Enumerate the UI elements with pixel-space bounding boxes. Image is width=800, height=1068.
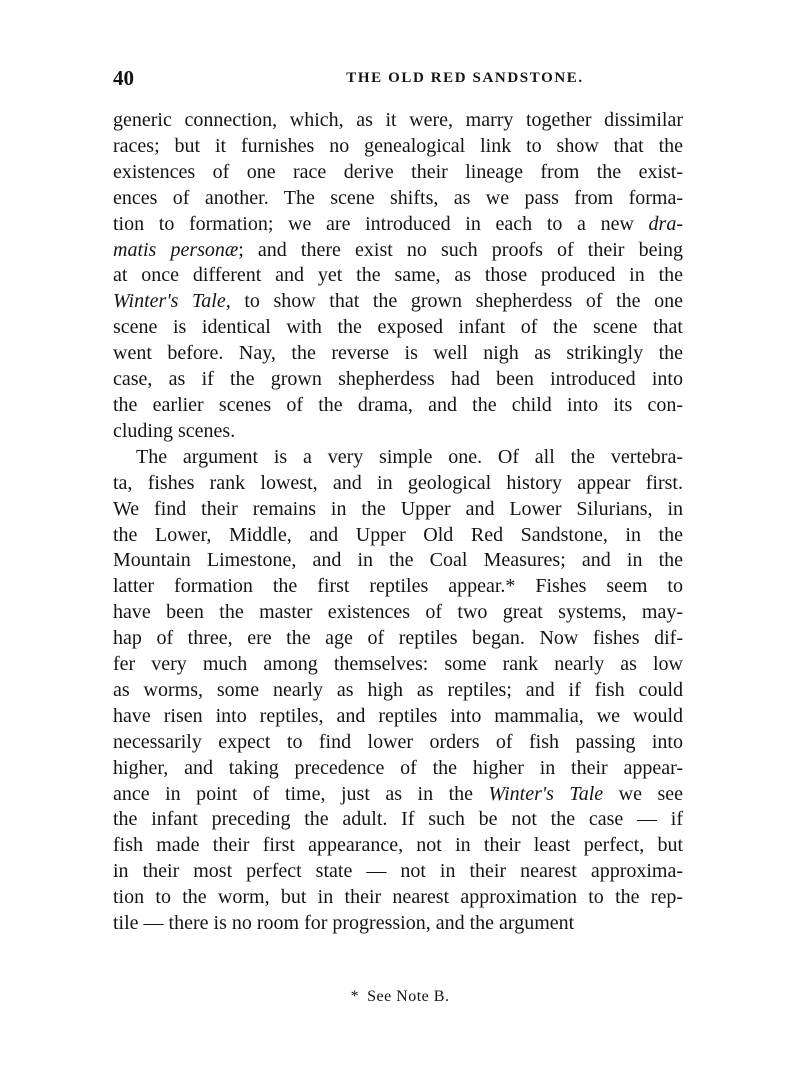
text-line: the Lower, Middle, and Upper Old Red Sandstone, in the [113, 523, 683, 546]
italic-phrase: dra- [648, 212, 683, 235]
text-line: Mountain Limestone, and in the Coal Measures; and in the [113, 549, 683, 572]
page-header [113, 66, 695, 94]
text-line: at once different and yet the same, as those produced in the [113, 264, 683, 287]
text-line: ences of another. The scene shifts, as we pass from forma- [113, 186, 683, 209]
italic-phrase: Winter's Tale [113, 290, 226, 313]
paragraph [113, 108, 683, 445]
text-line: in their most perfect state — not in their nearest approxima- [113, 860, 683, 883]
page-number: 40 [113, 66, 134, 90]
text-line: the infant preceding the adult. If such be not the case — if [113, 808, 683, 831]
paragraph [113, 445, 683, 937]
text-line: ance in point of time, just as in the Winter's Tale we see [113, 782, 683, 805]
text-line: existences of one race derive their lineage from the exist- [113, 160, 683, 183]
text-line: higher, and taking precedence of the higher in their appear- [113, 756, 683, 779]
text-line: tile — there is no room for progression, and the argument [113, 912, 575, 935]
text-line: matis personæ; and there exist no such proofs of their being [113, 238, 684, 261]
footnote-text: See Note B. [367, 988, 450, 1005]
text-line: have risen into reptiles, and reptiles into mammalia, we would [113, 704, 683, 727]
italic-phrase: Winter's Tale [488, 782, 604, 805]
text-line: races; but it furnishes no genealogical link to show that the [113, 134, 683, 157]
running-head: THE OLD RED SANDSTONE. [346, 70, 584, 86]
text-line: went before. Nay, the reverse is well nigh as strikingly the [113, 342, 683, 365]
text-line: have been the master existences of two great systems, may- [113, 601, 683, 624]
text-line: The argument is a very simple one. Of all the vertebra- [136, 445, 683, 468]
text-line: hap of three, ere the age of reptiles began. Now fishes dif- [113, 627, 683, 650]
footnote-mark: * [350, 988, 360, 1005]
text-line: latter formation the first reptiles appear.* Fishes seem to [113, 575, 683, 598]
text-line: scene is identical with the exposed infant of the scene that [113, 316, 683, 339]
text-line: generic connection, which, as it were, marry together dissimilar [113, 109, 683, 131]
text-line: cluding scenes. [113, 419, 236, 442]
text-line: as worms, some nearly as high as reptiles; and if fish could [113, 678, 683, 701]
text-line: fer very much among themselves: some rank nearly as low [113, 653, 683, 676]
text-line: necessarily expect to find lower orders of fish passing into [113, 730, 683, 753]
text-line: We find their remains in the Upper and Lower Silurians, in [113, 497, 683, 520]
text-line: fish made their first appearance, not in their least perfect, but [113, 834, 683, 857]
text-line: Winter's Tale, to show that the grown shepherdess of the one [113, 290, 683, 313]
text-line: ta, fishes rank lowest, and in geological history appear first. [113, 471, 683, 494]
footnote [0, 988, 800, 1006]
text-line: the earlier scenes of the drama, and the child into its con- [113, 393, 683, 416]
text-line: case, as if the grown shepherdess had been introduced into [113, 368, 683, 391]
text-line: tion to the worm, but in their nearest approximation to the rep- [113, 886, 683, 909]
italic-phrase: matis personæ [113, 238, 239, 261]
text-line: tion to formation; we are introduced in each to a new dra- [113, 212, 683, 235]
body-text [113, 108, 683, 937]
